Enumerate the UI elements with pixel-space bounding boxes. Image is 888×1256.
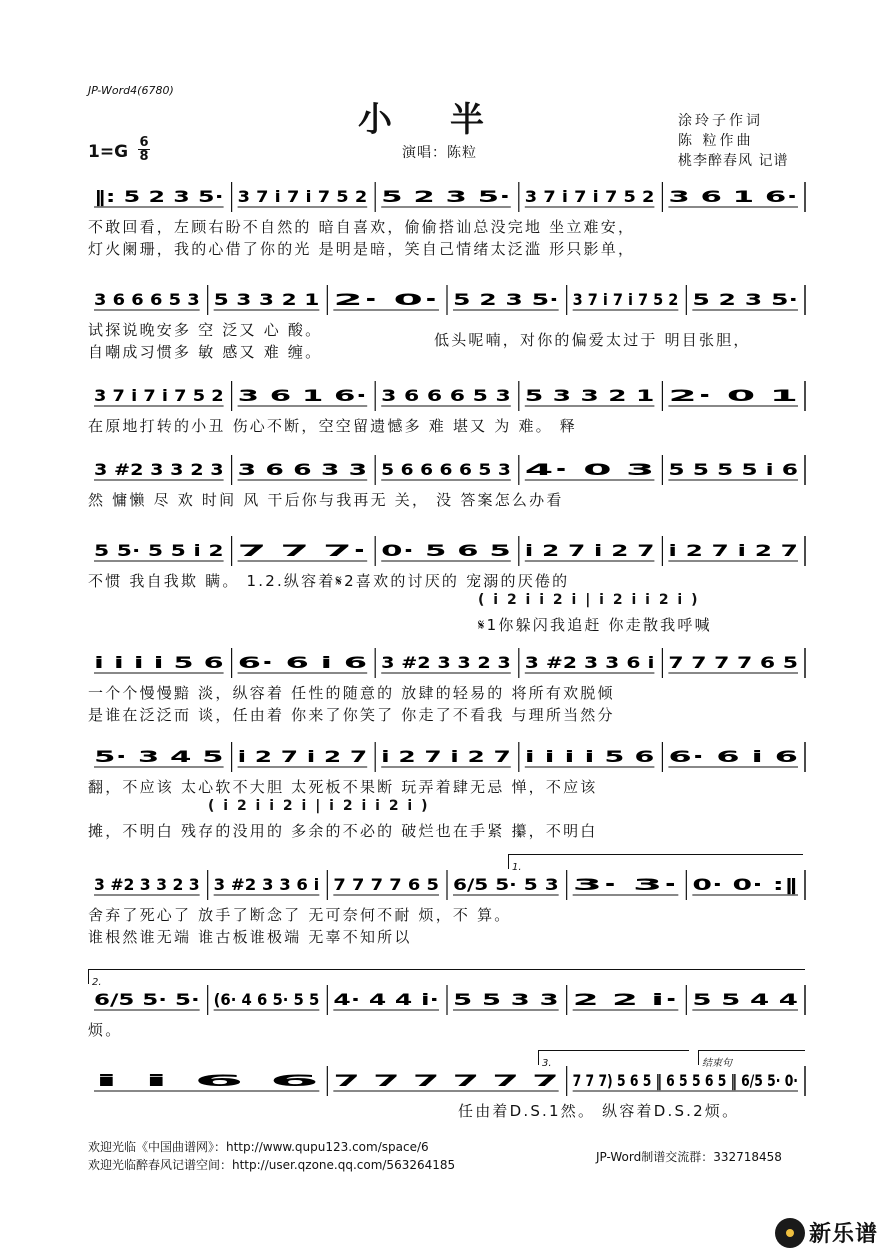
measure: 5· 3 4 5: [94, 747, 224, 766]
measure: 3 #2 3 3 2 3: [381, 653, 511, 672]
side-lyric-line: 低头呢喃，对你的偏爱太过于 明目张胆，: [434, 331, 751, 349]
measure: 3 6 1 6·: [668, 187, 798, 206]
measure: 7 7 7 7 6 5: [668, 653, 798, 672]
measure: 4· 4 4 i·: [333, 990, 439, 1009]
measure: 5 2 3 5·: [381, 187, 511, 206]
volta-label: 2.: [92, 977, 102, 988]
notation-row: [88, 1066, 865, 1100]
measure: i 2 7 i 2 7: [668, 541, 798, 560]
measure: 3 7 i 7 i 7 5 2: [524, 187, 655, 206]
lyric-line: 摊，不明白 残存的没用的 多余的不必的 破烂也在手紧 攥，不明白: [88, 822, 598, 840]
measure: i i 6 6: [94, 1071, 320, 1090]
measure: 5 5 3 3: [453, 990, 559, 1009]
measure: 3· 3·: [572, 875, 679, 894]
time-signature-bottom: 8: [139, 149, 149, 164]
footer-link-qzone[interactable]: 欢迎光临醉春风记谱空间：http://user.qzone.qq.com/563264185: [88, 1158, 456, 1172]
measure: 3 6 6 6 5 3: [94, 290, 200, 309]
notation-row: [88, 536, 806, 570]
software-label: JP-Word4(6780): [88, 84, 174, 97]
notation-row: [88, 870, 806, 904]
measure: 3 7 i 7 i 7 5 2: [237, 187, 368, 206]
lyric-line: 一个个慢慢黯 淡，纵容着 任性的随意的 放肆的轻易的 将所有欢脱倾: [88, 684, 615, 702]
key-signature: 1=G: [88, 142, 129, 162]
volta-bracket: [538, 1050, 689, 1069]
measure: 7 7 7 7 7 7: [333, 1071, 559, 1090]
ending-label: 结束句: [702, 1058, 732, 1069]
lyric-line: 自嘲成习惯多 敏 感又 难 缠。: [88, 343, 323, 361]
notation-row: [88, 182, 806, 216]
measure: 6/5 5· 5·: [94, 990, 200, 1009]
lyric-line: 是谁在泛泛而 谈，任由着 你来了你笑了 你走了不看我 与理所当然分: [88, 706, 615, 724]
notation-row: [88, 285, 806, 319]
measure: i i i i 5 6: [524, 747, 655, 766]
measure: 0· 0· :‖: [692, 875, 753, 894]
measure: 5 2 3 5·: [453, 290, 559, 309]
lyric-line: 𝄋1你躲闪我追赶 你走散我呼喊: [478, 616, 712, 634]
measure: (6· 4 6 5· 5 5: [213, 990, 320, 1009]
measure: i 2 7 i 2 7: [524, 541, 655, 560]
measure: 7 7 7) 5 6 5 ‖ 6 5 5 6 5 ‖ 6/5 5· 0·: [572, 1071, 865, 1090]
measure: 3 7 i 7 i 7 5 2: [572, 290, 679, 309]
lyricist-credit: 涂玲子作词: [678, 113, 763, 129]
harmony-line: ( i 2 i i 2 i | i 2 i i 2 i ): [208, 798, 430, 814]
measure: i 2 7 i 2 7: [237, 747, 368, 766]
measure: 5 6 6 6 6 5 3: [381, 460, 511, 479]
lyric-line: 翻，不应该 太心软不大胆 太死板不果断 玩弄着肆无忌 惮，不应该: [88, 778, 598, 796]
song-title: 小半: [358, 100, 542, 140]
lyric-line: 试探说晚安多 空 泛又 心 酸。: [88, 321, 323, 339]
footer-qq-group: JP-Word制谱交流群：332718458: [596, 1150, 782, 1164]
singer-credit: 演唱：陈粒: [402, 145, 477, 161]
measure: 3 6 1 6·: [237, 386, 368, 405]
measure: 6· 6 i 6: [237, 653, 368, 672]
measure: 5 3 3 2 1: [524, 386, 655, 405]
notation-row: [88, 648, 806, 682]
measure: 3 #2 3 3 2 3: [94, 460, 224, 479]
composer-credit: 陈 粒作曲: [678, 133, 754, 149]
measure: 3 7 i 7 i 7 5 2: [94, 386, 224, 405]
notation-row: [88, 455, 806, 489]
measure: 3 #2 3 3 6 i: [524, 653, 655, 672]
site-logo[interactable]: [775, 1217, 878, 1248]
lyric-line: 灯火阑珊，我的心借了你的光 是明是暗，笑自己情绪太泛滥 形只影单，: [88, 240, 636, 258]
measure: 7 7 7 7 6 5: [333, 875, 439, 894]
measure: i i i i 5 6: [94, 653, 224, 672]
measure: 5 3 3 2 1: [213, 290, 320, 309]
lyric-line: 不惯 我自我欺 瞒。 1.2.纵容着𝄋2喜欢的讨厌的 宠溺的厌倦的: [88, 572, 570, 590]
measure: 3 6 6 6 5 3: [381, 386, 511, 405]
volta-bracket: [88, 969, 805, 988]
measure: 5 5 5 5 i 6: [668, 460, 798, 479]
record-disc-icon: [775, 1218, 805, 1248]
measure: 2· 0·: [333, 290, 439, 309]
measure: 4· 0 3: [524, 460, 655, 479]
measure: 0· 5 6 5: [381, 541, 511, 560]
measure: ‖: 5 2 3 5·: [94, 187, 182, 206]
transcriber-credit: 桃李醉春风 记谱: [678, 153, 789, 169]
lyric-line: 任由着D.S.1然。 纵容着D.S.2烦。: [458, 1102, 740, 1120]
lyric-line: 舍弃了死心了 放手了断念了 无可奈何不耐 烦，不 算。: [88, 906, 512, 924]
harmony-line: ( i 2 i i 2 i | i 2 i i 2 i ): [478, 592, 700, 608]
measure: i 2 7 i 2 7: [381, 747, 511, 766]
time-signature-top: 6: [139, 135, 149, 150]
measure: 2· 0 1: [668, 386, 798, 405]
measure: 3 #2 3 3 2 3: [94, 875, 200, 894]
measure: 6· 6 i 6: [668, 747, 798, 766]
logo-text: 新乐谱: [808, 1222, 878, 1247]
measure: 5 5 4 4: [692, 990, 798, 1009]
measure: 3 #2 3 3 6 i: [213, 875, 320, 894]
notation-row: [88, 742, 806, 776]
footer-link-qupu[interactable]: 欢迎光临《中国曲谱网》：http://www.qupu123.com/space/6: [88, 1140, 429, 1154]
measure: 6/5 5· 5 3: [453, 875, 559, 894]
notation-row: [88, 985, 806, 1019]
lyric-line: 在原地打转的小丑 伤心不断，空空留遗憾多 难 堪又 为 难。 释: [88, 417, 578, 435]
time-signature: [138, 136, 150, 163]
measure: 3 6 6 3 3: [237, 460, 368, 479]
volta-bracket: [508, 854, 803, 873]
lyric-line: 谁根然谁无端 谁古板谁极端 无辜不知所以: [88, 928, 412, 946]
volta-label: 3.: [542, 1058, 552, 1069]
measure: 5 2 3 5·: [692, 290, 798, 309]
lyric-line: 不敢回看，左顾右盼不自然的 暗自喜欢，偷偷搭讪总没完地 坐立难安，: [88, 218, 636, 236]
measure: 2 2 i·: [572, 990, 679, 1009]
ending-bracket: [698, 1050, 805, 1069]
notation-row: [88, 381, 806, 415]
volta-label: 1.: [512, 862, 522, 873]
lyric-line: 烦。: [88, 1021, 123, 1039]
lyric-line: 然 慵懒 尽 欢 时间 风 干后你与我再无 关， 没 答案怎么办看: [88, 491, 564, 509]
measure: 5 5· 5 5 i 2: [94, 541, 224, 560]
measure: 7 7 7·: [237, 541, 368, 560]
